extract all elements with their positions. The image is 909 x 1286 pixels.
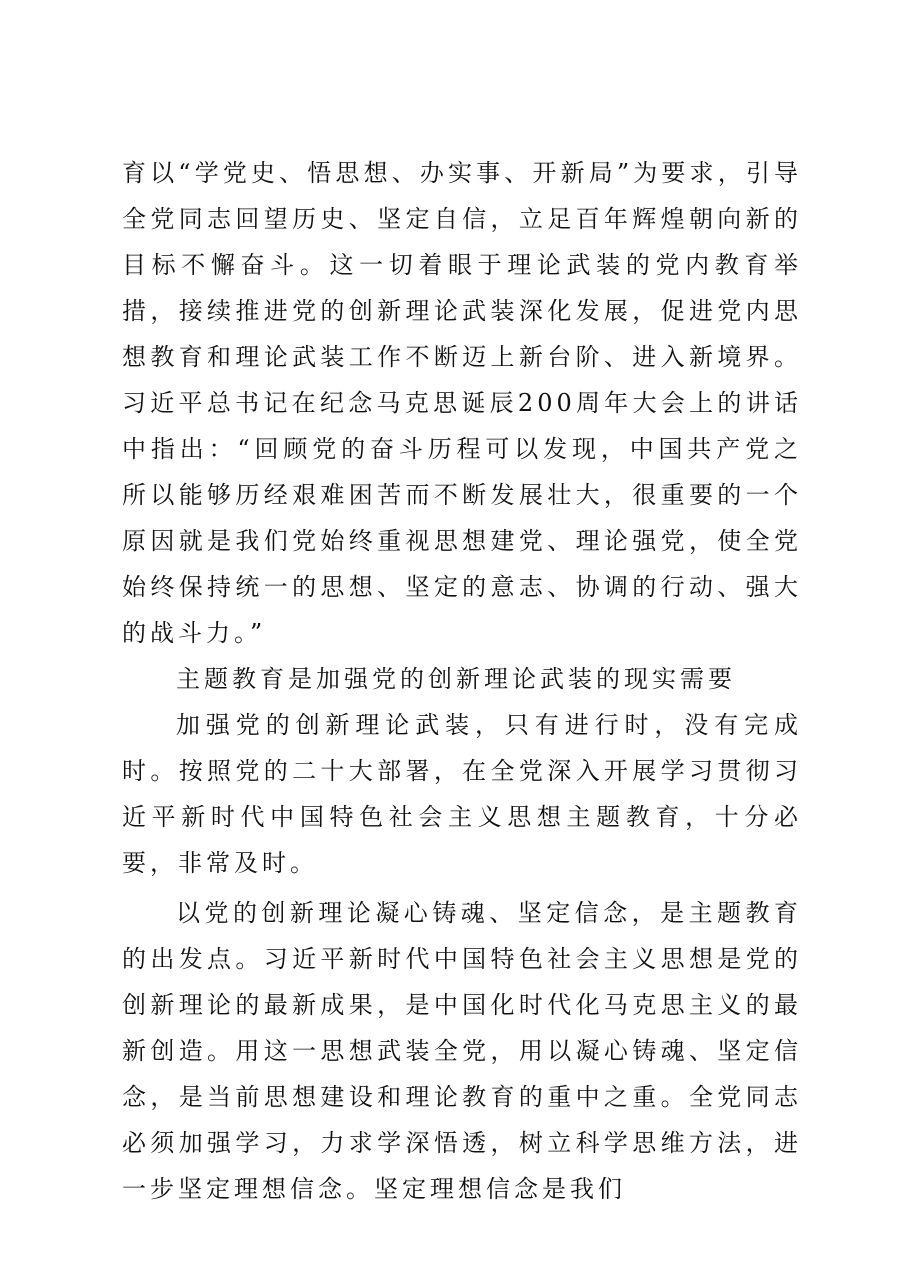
paragraph-continued: 育以“学党史、悟思想、办实事、开新局”为要求，引导全党同志回望历史、坚定自信，立足百年辉煌朝向新的目标不懈奋斗。这一切着眼于理论武装的党内教育举措，接续推进党的创新理论武装深化发展，促进党内思想教育和理论武装工作不断迈上新台阶、进入新境界。习近平总书记在纪念马克思诞辰200周年大会上的讲话中指出：“回顾党的奋斗历程可以发现，中国共产党之所以能够历经艰难困苦而不断发展壮大，很重要的一个原因就是我们党始终重视思想建党、理论强党，使全党始终保持统一的思想、坚定的意志、协调的行动、强大的战斗力。” (122, 159, 802, 647)
document-body (122, 150, 802, 1212)
section-heading: 主题教育是加强党的创新理论武装的现实需要 (176, 665, 736, 693)
paragraph: 加强党的创新理论武装，只有进行时，没有完成时。按照党的二十大部署，在全党深入开展学习贯彻习近平新时代中国特色社会主义思想主题教育，十分必要，非常及时。 (122, 711, 802, 877)
paragraph: 以党的创新理论凝心铸魂、坚定信念，是主题教育的出发点。习近平新时代中国特色社会主义思想是党的创新理论的最新成果，是中国化时代化马克思主义的最新创造。用这一思想武装全党，用以凝心铸魂、坚定信念，是当前思想建设和理论教育的重中之重。全党同志必须加强学习，力求学深悟透，树立科学思维方法，进一步坚定理想信念。坚定理想信念是我们 (122, 899, 802, 1203)
